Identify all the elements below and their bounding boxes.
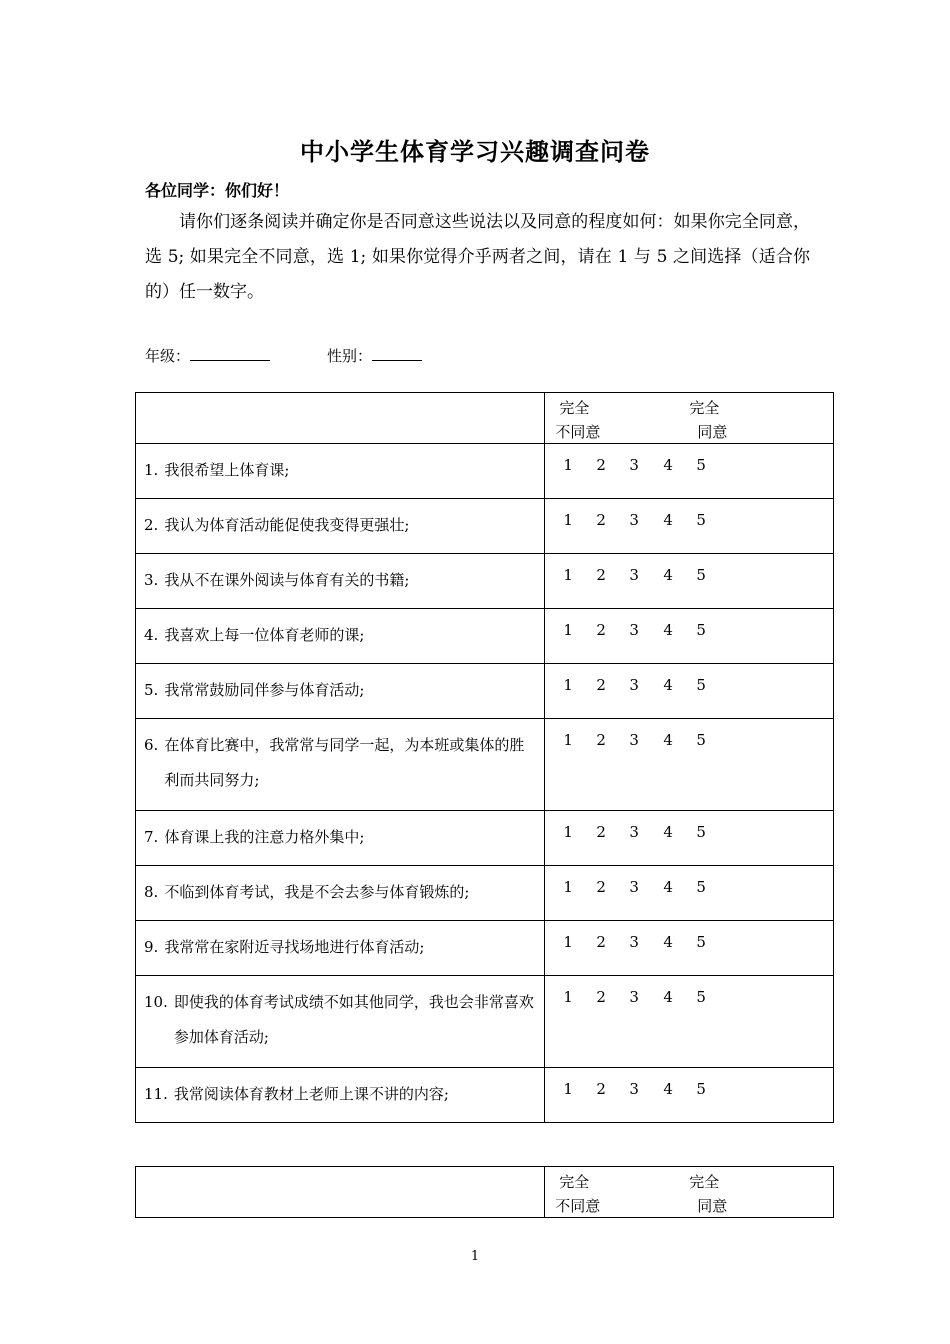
rating-option-2[interactable]: 2 bbox=[596, 731, 606, 749]
statement-cell bbox=[136, 444, 545, 499]
scale-left-top: 完全 bbox=[559, 1173, 590, 1191]
table-row bbox=[136, 664, 834, 719]
rating-option-3[interactable]: 3 bbox=[629, 988, 639, 1006]
questionnaire-table bbox=[135, 392, 834, 1123]
grade-label: 年级： bbox=[145, 347, 191, 365]
rating-option-5[interactable]: 5 bbox=[696, 1080, 706, 1098]
statement-text: 我很希望上体育课; bbox=[164, 461, 290, 479]
statement-cell bbox=[136, 976, 545, 1068]
statement-text: 我常常在家附近寻找场地进行体育活动; bbox=[164, 938, 425, 956]
greeting: 各位同学：你们好！ bbox=[145, 181, 290, 200]
rating-cell bbox=[545, 664, 834, 719]
rating-cell bbox=[545, 499, 834, 554]
rating-option-5[interactable]: 5 bbox=[696, 878, 706, 896]
rating-option-2[interactable]: 2 bbox=[596, 511, 606, 529]
rating-option-4[interactable]: 4 bbox=[663, 878, 673, 896]
table-row bbox=[136, 719, 834, 811]
rating-option-4[interactable]: 4 bbox=[663, 933, 673, 951]
rating-cell bbox=[545, 976, 834, 1068]
rating-cell bbox=[545, 719, 834, 811]
rating-option-1[interactable]: 1 bbox=[563, 1080, 573, 1098]
header-blank-cell bbox=[136, 393, 545, 444]
statement-text: 我认为体育活动能促使我变得更强壮; bbox=[164, 516, 410, 534]
statement-text: 我从不在课外阅读与体育有关的书籍; bbox=[164, 571, 410, 589]
table-row bbox=[136, 976, 834, 1068]
table-header-row bbox=[136, 1167, 834, 1218]
statement-number: 11. bbox=[144, 1085, 168, 1103]
rating-option-3[interactable]: 3 bbox=[629, 621, 639, 639]
rating-option-3[interactable]: 3 bbox=[629, 731, 639, 749]
rating-option-1[interactable]: 1 bbox=[563, 566, 573, 584]
rating-option-1[interactable]: 1 bbox=[563, 731, 573, 749]
statement-text: 体育课上我的注意力格外集中; bbox=[164, 828, 365, 846]
rating-option-1[interactable]: 1 bbox=[563, 823, 573, 841]
rating-cell bbox=[545, 921, 834, 976]
rating-option-4[interactable]: 4 bbox=[663, 511, 673, 529]
scale-left-bottom: 不同意 bbox=[555, 1197, 601, 1215]
statement-number: 10. bbox=[144, 993, 168, 1011]
instructions: 请你们逐条阅读并确定你是否同意这些说法以及同意的程度如何：如果你完全同意，选 5; 如果完全不同意，选 1; 如果你觉得介乎两者之间，请在 1 与 5 之间选择（适合你的）任一数字。 bbox=[145, 212, 810, 302]
rating-option-1[interactable]: 1 bbox=[563, 933, 573, 951]
scale-header-cell bbox=[545, 393, 834, 444]
rating-option-1[interactable]: 1 bbox=[563, 456, 573, 474]
statement-text: 我喜欢上每一位体育老师的课; bbox=[164, 626, 365, 644]
rating-option-5[interactable]: 5 bbox=[696, 823, 706, 841]
rating-option-2[interactable]: 2 bbox=[596, 823, 606, 841]
rating-cell bbox=[545, 609, 834, 664]
rating-option-4[interactable]: 4 bbox=[663, 621, 673, 639]
statement-number: 1. bbox=[144, 461, 159, 479]
rating-option-5[interactable]: 5 bbox=[696, 456, 706, 474]
scale-right-bottom: 同意 bbox=[697, 423, 728, 441]
scale-header-cell bbox=[545, 1167, 834, 1218]
rating-option-3[interactable]: 3 bbox=[629, 1080, 639, 1098]
statement-text: 即使我的体育考试成绩不如其他同学，我也会非常喜欢参加体育活动; bbox=[173, 993, 534, 1046]
page-number: 1 bbox=[470, 1249, 480, 1264]
rating-option-2[interactable]: 2 bbox=[596, 456, 606, 474]
scale-right-top: 完全 bbox=[689, 399, 720, 417]
rating-option-5[interactable]: 5 bbox=[696, 566, 706, 584]
statement-cell bbox=[136, 499, 545, 554]
gender-field[interactable] bbox=[372, 346, 422, 361]
statement-cell bbox=[136, 1068, 545, 1123]
statement-number: 9. bbox=[144, 938, 159, 956]
rating-option-5[interactable]: 5 bbox=[696, 731, 706, 749]
scale-right-top: 完全 bbox=[689, 1173, 720, 1191]
rating-option-4[interactable]: 4 bbox=[663, 456, 673, 474]
table-row bbox=[136, 609, 834, 664]
rating-option-5[interactable]: 5 bbox=[696, 621, 706, 639]
statement-number: 5. bbox=[144, 681, 159, 699]
table-header-row bbox=[136, 393, 834, 444]
statement-number: 8. bbox=[144, 883, 159, 901]
respondent-info bbox=[145, 345, 422, 366]
table-row bbox=[136, 811, 834, 866]
table-row bbox=[136, 499, 834, 554]
statement-cell bbox=[136, 664, 545, 719]
statement-text: 不临到体育考试，我是不会去参与体育锻炼的; bbox=[164, 883, 470, 901]
statement-cell bbox=[136, 811, 545, 866]
rating-option-4[interactable]: 4 bbox=[663, 1080, 673, 1098]
rating-option-1[interactable]: 1 bbox=[563, 676, 573, 694]
rating-option-5[interactable]: 5 bbox=[696, 988, 706, 1006]
rating-option-1[interactable]: 1 bbox=[563, 878, 573, 896]
gender-label: 性别： bbox=[327, 347, 373, 365]
rating-option-2[interactable]: 2 bbox=[596, 1080, 606, 1098]
rating-option-3[interactable]: 3 bbox=[629, 878, 639, 896]
statement-cell bbox=[136, 609, 545, 664]
rating-option-4[interactable]: 4 bbox=[663, 566, 673, 584]
statement-number: 6. bbox=[144, 736, 159, 754]
statement-text: 我常阅读体育教材上老师上课不讲的内容; bbox=[173, 1085, 449, 1103]
rating-option-2[interactable]: 2 bbox=[596, 676, 606, 694]
rating-option-5[interactable]: 5 bbox=[696, 511, 706, 529]
rating-option-4[interactable]: 4 bbox=[663, 731, 673, 749]
rating-option-2[interactable]: 2 bbox=[596, 878, 606, 896]
grade-field[interactable] bbox=[190, 346, 270, 361]
page-title: 中小学生体育学习兴趣调查问卷 bbox=[300, 138, 650, 166]
statement-number: 7. bbox=[144, 828, 159, 846]
statement-text: 在体育比赛中，我常常与同学一起，为本班或集体的胜利而共同努力; bbox=[164, 736, 525, 789]
statement-number: 2. bbox=[144, 516, 159, 534]
rating-option-2[interactable]: 2 bbox=[596, 988, 606, 1006]
rating-option-5[interactable]: 5 bbox=[696, 676, 706, 694]
table-row bbox=[136, 444, 834, 499]
questionnaire-table-continued bbox=[135, 1166, 834, 1218]
rating-option-4[interactable]: 4 bbox=[663, 988, 673, 1006]
table-row bbox=[136, 1068, 834, 1123]
rating-option-2[interactable]: 2 bbox=[596, 933, 606, 951]
table-row bbox=[136, 866, 834, 921]
statement-cell bbox=[136, 866, 545, 921]
rating-option-4[interactable]: 4 bbox=[663, 823, 673, 841]
rating-option-3[interactable]: 3 bbox=[629, 823, 639, 841]
table-row bbox=[136, 554, 834, 609]
rating-option-3[interactable]: 3 bbox=[629, 933, 639, 951]
statement-number: 3. bbox=[144, 571, 159, 589]
rating-cell bbox=[545, 554, 834, 609]
statement-cell bbox=[136, 719, 545, 811]
statement-cell bbox=[136, 554, 545, 609]
header-blank-cell bbox=[136, 1167, 545, 1218]
rating-option-3[interactable]: 3 bbox=[629, 511, 639, 529]
rating-cell bbox=[545, 1068, 834, 1123]
rating-option-2[interactable]: 2 bbox=[596, 621, 606, 639]
scale-left-bottom: 不同意 bbox=[555, 423, 601, 441]
rating-cell bbox=[545, 444, 834, 499]
rating-option-5[interactable]: 5 bbox=[696, 933, 706, 951]
rating-cell bbox=[545, 866, 834, 921]
rating-option-3[interactable]: 3 bbox=[629, 456, 639, 474]
rating-option-3[interactable]: 3 bbox=[629, 566, 639, 584]
rating-option-1[interactable]: 1 bbox=[563, 988, 573, 1006]
rating-option-4[interactable]: 4 bbox=[663, 676, 673, 694]
rating-option-1[interactable]: 1 bbox=[563, 511, 573, 529]
rating-cell bbox=[545, 811, 834, 866]
rating-option-3[interactable]: 3 bbox=[629, 676, 639, 694]
rating-option-1[interactable]: 1 bbox=[563, 621, 573, 639]
table-row bbox=[136, 921, 834, 976]
statement-cell bbox=[136, 921, 545, 976]
statement-text: 我常常鼓励同伴参与体育活动; bbox=[164, 681, 365, 699]
scale-right-bottom: 同意 bbox=[697, 1197, 728, 1215]
statement-number: 4. bbox=[144, 626, 159, 644]
scale-left-top: 完全 bbox=[559, 399, 590, 417]
rating-option-2[interactable]: 2 bbox=[596, 566, 606, 584]
